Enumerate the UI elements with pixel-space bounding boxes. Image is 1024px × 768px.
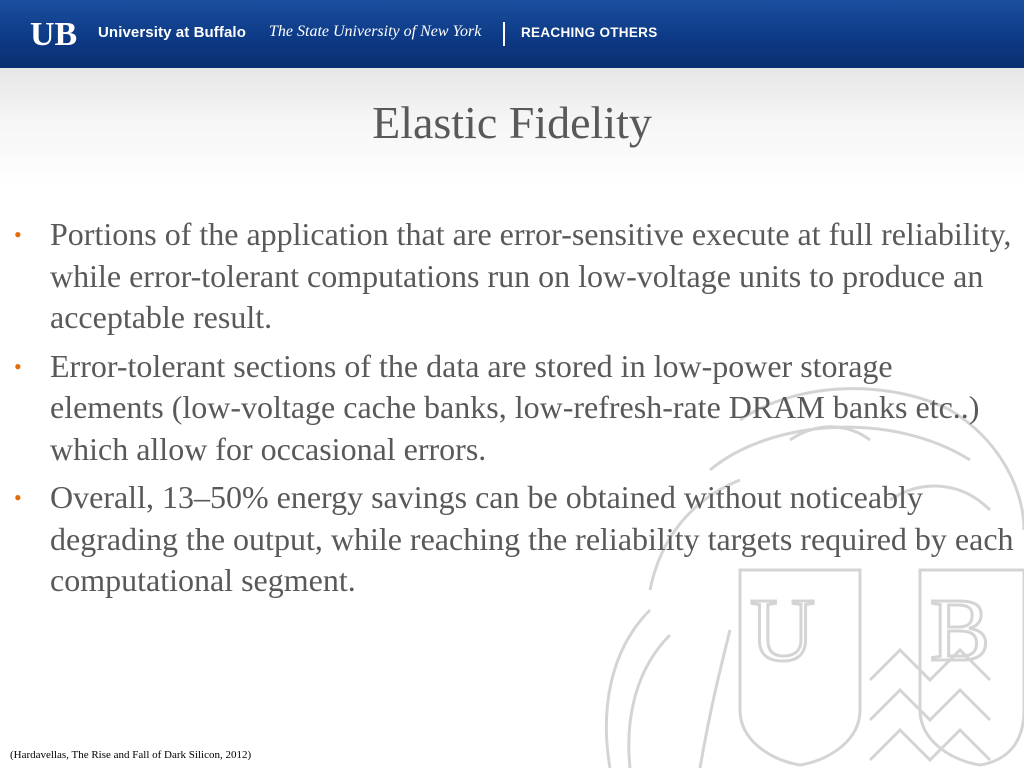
header-slogan: REACHING OTHERS (521, 25, 658, 40)
bullet-item (14, 214, 1014, 339)
seal-letter-u: U (750, 581, 815, 680)
bullet-item (14, 346, 1014, 471)
bullet-marker: • (14, 222, 22, 247)
bullet-text: Portions of the application that are error-sensitive execute at full reliability, while error-tolerant computations run on low-voltage units to produce an acceptable result. (50, 216, 1012, 335)
logo-letters: UB (30, 17, 78, 49)
citation: (Hardavellas, The Rise and Fall of Dark Silicon, 2012) (10, 749, 252, 761)
bullet-marker: • (14, 353, 22, 379)
university-name: University at Buffalo (98, 24, 246, 41)
slide-title: Elastic Fidelity (372, 97, 652, 148)
bullet-list (14, 214, 1014, 609)
bullet-item (14, 477, 1014, 602)
university-tagline: The State University of New York (269, 23, 482, 40)
header-bar (0, 0, 1024, 68)
bullet-text: Error-tolerant sections of the data are stored in low-power storage elements (low-voltage cache banks, low-refresh-rate DRAM banks etc..) which allow for occasional errors. (50, 347, 980, 467)
ub-logo-icon (30, 17, 92, 49)
header-divider (503, 22, 505, 46)
bullet-marker: • (14, 485, 22, 510)
seal-letter-b: B (930, 581, 991, 680)
bullet-text: Overall, 13–50% energy savings can be obtained without noticeably degrading the output, while reaching the reliability targets required by each computational segment. (50, 479, 1014, 598)
